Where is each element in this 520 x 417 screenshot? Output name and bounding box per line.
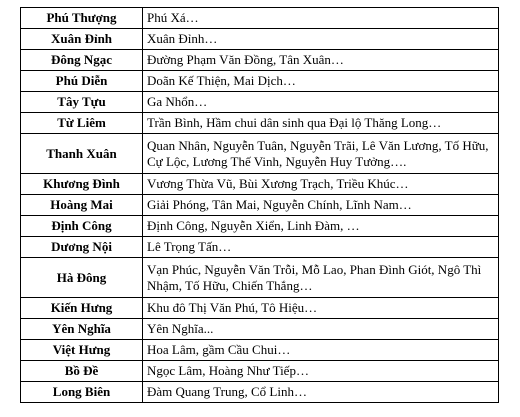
streets-cell: Phú Xá…: [143, 8, 499, 29]
table-row: [21, 237, 499, 258]
district-cell: Hoàng Mai: [21, 195, 143, 216]
streets-cell: Yên Nghĩa...: [143, 319, 499, 340]
flooded-streets-table-container: [20, 7, 499, 403]
table-row: [21, 361, 499, 382]
district-cell: Định Công: [21, 216, 143, 237]
district-cell: Bồ Đề: [21, 361, 143, 382]
streets-cell: Vương Thừa Vũ, Bùi Xương Trạch, Triều Khúc…: [143, 174, 499, 195]
district-cell: Khương Đình: [21, 174, 143, 195]
streets-cell: Vạn Phúc, Nguyễn Văn Trỗi, Mỗ Lao, Phan Đình Giót, Ngô Thì Nhậm, Tố Hữu, Chiến Thắng…: [143, 258, 499, 298]
district-cell: Kiến Hưng: [21, 298, 143, 319]
table-row: [21, 174, 499, 195]
streets-cell: Doãn Kế Thiện, Mai Dịch…: [143, 71, 499, 92]
district-cell: Thanh Xuân: [21, 134, 143, 174]
district-cell: Đông Ngạc: [21, 50, 143, 71]
district-cell: Việt Hưng: [21, 340, 143, 361]
district-cell: Long Biên: [21, 382, 143, 403]
table-row: [21, 71, 499, 92]
table-row: [21, 134, 499, 174]
table-row: [21, 258, 499, 298]
streets-cell: Trần Bình, Hầm chui dân sinh qua Đại lộ Thăng Long…: [143, 113, 499, 134]
district-cell: Hà Đông: [21, 258, 143, 298]
district-cell: Từ Liêm: [21, 113, 143, 134]
streets-cell: Đường Phạm Văn Đồng, Tân Xuân…: [143, 50, 499, 71]
table-row: [21, 340, 499, 361]
streets-cell: Đàm Quang Trung, Cổ Linh…: [143, 382, 499, 403]
streets-cell: Lê Trọng Tấn…: [143, 237, 499, 258]
district-cell: Xuân Đỉnh: [21, 29, 143, 50]
district-cell: Yên Nghĩa: [21, 319, 143, 340]
table-row: [21, 92, 499, 113]
table-row: [21, 29, 499, 50]
streets-cell: Hoa Lâm, gầm Cầu Chui…: [143, 340, 499, 361]
table-row: [21, 382, 499, 403]
streets-cell: Quan Nhân, Nguyễn Tuân, Nguyễn Trãi, Lê Văn Lương, Tố Hữu, Cự Lộc, Lương Thế Vinh, Nguyễn Huy Tưởng….: [143, 134, 499, 174]
streets-cell: Định Công, Nguyễn Xiển, Linh Đàm, …: [143, 216, 499, 237]
table-row: [21, 50, 499, 71]
table-row: [21, 319, 499, 340]
streets-cell: Khu đô Thị Văn Phú, Tô Hiệu…: [143, 298, 499, 319]
table-row: [21, 298, 499, 319]
district-streets-table: [20, 7, 499, 403]
district-cell: Dương Nội: [21, 237, 143, 258]
table-row: [21, 195, 499, 216]
streets-cell: Giải Phóng, Tân Mai, Nguyễn Chính, Lĩnh Nam…: [143, 195, 499, 216]
table-row: [21, 8, 499, 29]
district-cell: Phú Diễn: [21, 71, 143, 92]
table-row: [21, 113, 499, 134]
table-row: [21, 216, 499, 237]
streets-cell: Xuân Đỉnh…: [143, 29, 499, 50]
district-cell: Tây Tựu: [21, 92, 143, 113]
streets-cell: Ngọc Lâm, Hoàng Như Tiếp…: [143, 361, 499, 382]
streets-cell: Ga Nhổn…: [143, 92, 499, 113]
district-cell: Phú Thượng: [21, 8, 143, 29]
